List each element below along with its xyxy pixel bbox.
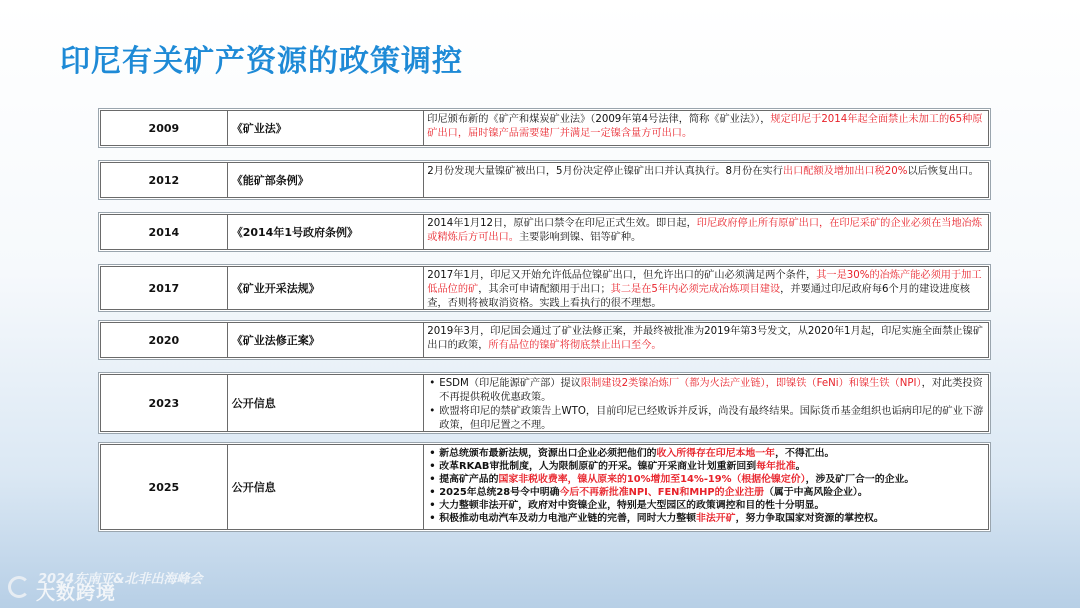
desc-text: 主要影响到镍、铝等矿种。 — [518, 232, 642, 243]
desc-text: ，其余可申请配额用于出口； — [478, 284, 611, 295]
law-cell: 《2014年1号政府条例》 — [228, 215, 425, 249]
bullet-item — [427, 447, 985, 460]
logo-mark-icon — [8, 576, 30, 598]
policy-row-2009 — [100, 110, 989, 146]
highlight-text: 国家非税收费率，镍从原来的10%增加至14%-19%（根据伦镍定价） — [498, 474, 806, 485]
law-cell: 公开信息 — [228, 445, 425, 529]
desc-text: 大力整顿非法开矿，政府对中资镍企业，特别是大型园区的政策调控和目的性十分明显。 — [439, 500, 825, 511]
highlight-text: 收入所得存在印尼本地一年 — [656, 448, 776, 459]
highlight-text: 每年批准 — [756, 461, 796, 472]
desc-text: ，对此类投资不再提供税收优惠政策。 — [439, 378, 983, 403]
description-cell — [424, 111, 988, 145]
desc-text: 欧盟将印尼的禁矿政策告上WTO，目前印尼已经败诉并反诉，尚没有最终结果。国际货币基金组织也诟病印尼的矿业下游政策，但印尼置之不理。 — [439, 406, 984, 431]
bullet-item — [427, 405, 985, 433]
law-cell: 《矿业开采法规》 — [228, 267, 425, 309]
highlight-text: 非法开矿 — [696, 513, 736, 524]
year-cell: 2012 — [101, 163, 228, 197]
policy-row-2017 — [100, 266, 989, 310]
highlight-text: 其一是30%的冶炼产能必须用于加工低品位的矿 — [427, 270, 982, 295]
desc-text: ，努力争取国家对资源的掌控权。 — [735, 513, 884, 524]
year-cell: 2020 — [101, 323, 228, 357]
bullet-item — [427, 377, 985, 405]
description-cell — [424, 375, 988, 431]
highlight-text: 所有品位的镍矿将彻底禁止出口至今。 — [488, 340, 662, 351]
desc-text: 印尼颁布新的《矿产和煤炭矿业法》（2009年第4号法律，简称《矿业法》）， — [427, 114, 771, 125]
highlight-text: 规定印尼于2014年起全面禁止未加工的65种原矿出口，届时镍产品需要建厂并满足一定镍含量方可出口。 — [427, 114, 983, 139]
desc-text: ESDM（印尼能源矿产部）提议 — [439, 378, 581, 389]
description-cell — [424, 323, 988, 357]
highlight-text: 出口配额及增加出口税20% — [782, 166, 908, 177]
logo-brand-text: 大数跨境 — [36, 582, 117, 604]
policy-row-2025 — [100, 444, 989, 530]
desc-text: 新总统颁布最新法规，资源出口企业必须把他们的 — [439, 448, 657, 459]
page-title: 印尼有关矿产资源的政策调控 — [60, 44, 463, 79]
description-cell — [424, 163, 988, 197]
law-cell: 《能矿部条例》 — [228, 163, 425, 197]
bullet-list — [427, 377, 985, 433]
bullet-item — [427, 499, 985, 512]
desc-text: 2014年1月12日，原矿出口禁令在印尼正式生效。即日起， — [427, 218, 697, 229]
highlight-text: 今后不再新批准NPI、FEN和MHP的企业注册 — [559, 487, 765, 498]
logo-summit-text: 2024东南亚&北非出海峰会 — [38, 572, 203, 587]
desc-text: 积极推动电动汽车及动力电池产业链的完善，同时大力整顿 — [439, 513, 697, 524]
year-cell: 2025 — [101, 445, 228, 529]
bullet-item — [427, 512, 985, 525]
bullet-list — [427, 447, 985, 525]
desc-text: 提高矿产品的 — [439, 474, 499, 485]
bullet-item — [427, 486, 985, 499]
desc-text: 2017年1月，印尼又开始允许低品位镍矿出口，但允许出口的矿山必须满足两个条件， — [427, 270, 817, 281]
policy-row-2023 — [100, 374, 989, 432]
policy-row-2020 — [100, 322, 989, 358]
year-cell: 2017 — [101, 267, 228, 309]
law-cell: 公开信息 — [228, 375, 425, 431]
highlight-text: 印尼政府停止所有原矿出口，在印尼采矿的企业必须在当地冶炼或精炼后方可出口。 — [427, 218, 983, 243]
desc-text: ，涉及矿厂合一的企业。 — [805, 474, 915, 485]
policy-row-2012 — [100, 162, 989, 198]
description-cell — [424, 267, 988, 309]
year-cell: 2014 — [101, 215, 228, 249]
desc-text: 以后恢复出口。 — [907, 166, 979, 177]
highlight-text: 限制建设2类镍冶炼厂（都为火法产业链），即镍铁（FeNi）和镍生铁（NPI） — [580, 378, 922, 389]
highlight-text: 其二是在5年内必须完成冶炼项目建设 — [610, 284, 781, 295]
desc-text: 2019年3月，印尼国会通过了矿业法修正案，并最终被批准为2019年第3号发文，从2020年1月起，印尼实施全面禁止镍矿出口的政策， — [427, 326, 983, 351]
desc-text: 2025年总统28号令中明确 — [439, 487, 560, 498]
policy-row-2014 — [100, 214, 989, 250]
desc-text: （属于中高风险企业）。 — [764, 487, 868, 498]
description-cell — [424, 215, 988, 249]
desc-text: ，不得汇出。 — [775, 448, 835, 459]
year-cell: 2023 — [101, 375, 228, 431]
description-cell — [424, 445, 988, 529]
law-cell: 《矿业法修正案》 — [228, 323, 425, 357]
law-cell: 《矿业法》 — [228, 111, 425, 145]
bullet-item — [427, 473, 985, 486]
desc-text: 。 — [795, 461, 806, 472]
desc-text: 2月份发现大量镍矿被出口，5月份决定停止镍矿出口并认真执行。8月份在实行 — [427, 166, 783, 177]
desc-text: ，并要通过印尼政府每6个月的建设进度核查，否则将被取消资格。实践上看执行的很不理想。 — [427, 284, 970, 309]
year-cell: 2009 — [101, 111, 228, 145]
footer-logo — [8, 566, 268, 606]
bullet-item — [427, 460, 985, 473]
desc-text: 改革RKAB审批制度，人为限制原矿的开采。镍矿开采商业计划重新回到 — [439, 461, 757, 472]
